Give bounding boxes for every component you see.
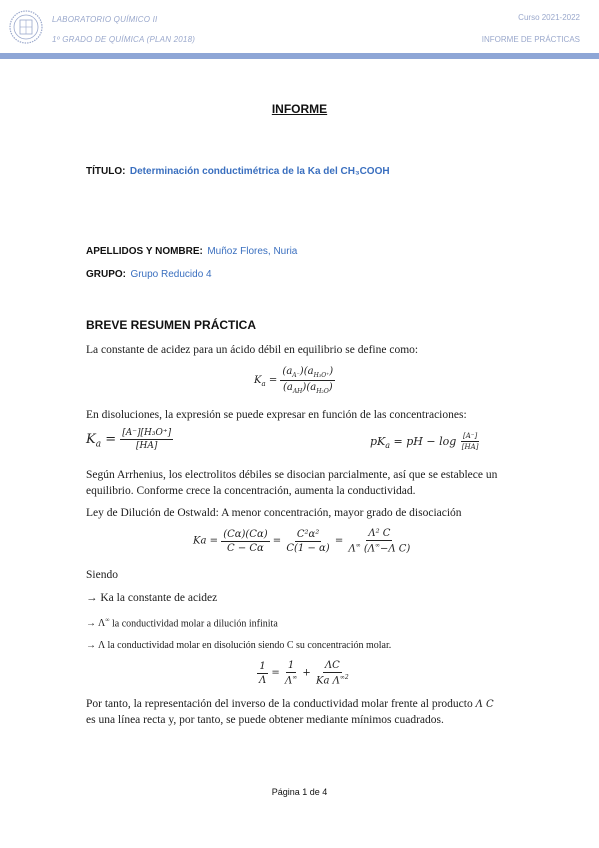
grupo-label: GRUPO: (86, 269, 126, 280)
titulo-value: Determinación conductimétrica de la Ka del CH₃COOH (129, 166, 390, 177)
page-number: Página 1 de 4 (271, 787, 328, 797)
siendo-text: Siendo (86, 569, 118, 581)
apellidos-label: APELLIDOS Y NOMBRE: (86, 246, 203, 257)
paragraph-arrhenius-2: equilibrio. Conforme crece la concentración, aumenta la conductividad. (86, 485, 416, 497)
header-divider (0, 53, 599, 59)
apellidos-value: Muñoz Flores, Nuria (207, 246, 298, 257)
bullet-lambda: → Λ la conductividad molar en disolución siendo C su concentración molar. (86, 640, 392, 651)
grupo-value: Grupo Reducido 4 (130, 269, 212, 280)
equation-pka: $pK_a$ = pH − log $\frac{[A^-]}{[HA]}$ (370, 432, 479, 451)
equation-ka-activities: $K_a$ = $\frac{(a_{A^-})(a_{H_3O^+})}{(a_{AH})(a_{H_2O})}$ (254, 366, 334, 395)
titulo-row (86, 161, 390, 179)
titulo-label: TÍTULO: (86, 166, 126, 177)
header-course-name: LABORATORIO QUÍMICO II (52, 15, 158, 24)
equation-linear: $\frac{1}{\Lambda}$ = $\frac{1}{\Lambda^\infty}$ + $\frac{\Lambda C}{Ka \Lambda^{\infty 2}}$ (259, 660, 349, 687)
header-academic-year: Curso 2021-2022 (518, 13, 580, 22)
section-title: BREVE RESUMEN PRÁCTICA (86, 318, 257, 332)
header-degree: 1º GRADO DE QUÍMICA (PLAN 2018) (52, 35, 196, 44)
grupo-row (86, 264, 212, 282)
bullet-lambda-text: la conductividad molar en disolución siendo C su concentración molar. (107, 640, 392, 651)
equation-ostwald: Ka = $\frac{(C\alpha)(C\alpha)}{C - C\alpha}$ = $\frac{\text{C²α²}}{C(1 - \alpha)}$ = $\frac{\text{Λ² C}}{\Lambda^\infty (\Lambda^\infty-\Lambda C)}$ (193, 528, 411, 555)
bullet-lambda-inf-text: la conductividad molar a dilución infinita (111, 618, 278, 630)
bullet-lambda-inf: → Λ∞ la conductividad molar a dilución infinita (86, 618, 278, 630)
apellidos-row (86, 241, 297, 259)
paragraph-ostwald: Ley de Dilución de Ostwald: A menor concentración, mayor grado de disociación (86, 507, 462, 519)
paragraph-arrhenius-1: Según Arrhenius, los electrolitos débiles se disocian parcialmente, así que se establece un (86, 469, 498, 481)
page-title: INFORME (271, 102, 328, 116)
paragraph-concentrations: En disoluciones, la expresión se puede expresar en función de las concentraciones: (86, 409, 467, 421)
paragraph-ka-definition: La constante de acidez para un ácido débil en equilibrio se define como: (86, 344, 419, 356)
equation-ka-concentrations: $K_a$ = $\frac{\text{[A⁻][H₃O⁺]}}{[HA]}$ (86, 428, 172, 451)
header-report-type: INFORME DE PRÁCTICAS (481, 35, 580, 44)
paragraph-conclusion-1-text: Por tanto, la representación del inverso de la conductividad molar frente al producto (86, 698, 473, 710)
paragraph-conclusion-2: es una línea recta y, por tanto, se puede obtener mediante mínimos cuadrados. (86, 714, 444, 726)
bullet-ka: → Ka la constante de acidez (86, 592, 218, 604)
university-seal-logo (9, 10, 43, 44)
paragraph-conclusion-1: Por tanto, la representación del inverso de la conductividad molar frente al producto Λ C (86, 698, 494, 710)
